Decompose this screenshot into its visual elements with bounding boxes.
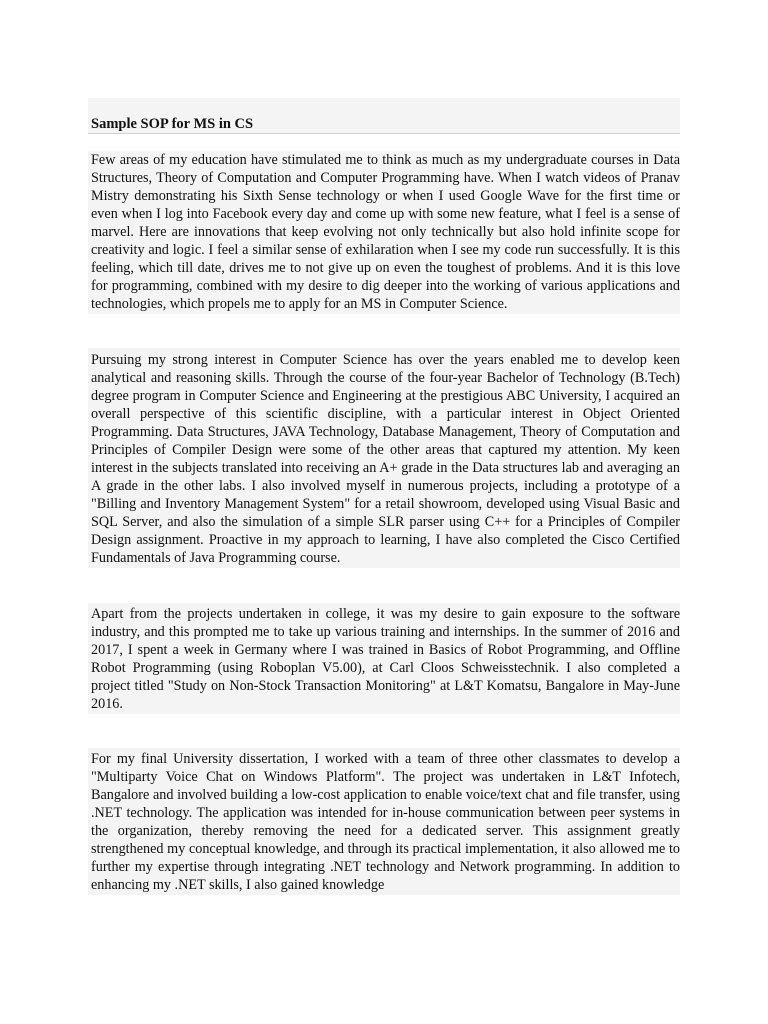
paragraph-1: Few areas of my education have stimulated me to think as much as my undergraduate courses in Data Structures, Theory of Computation and Computer Programming have. When I watch videos of Pranav Mistry demonstrating his Sixth Sense technology or when I used Google Wave for the first time or even when I log into Facebook every day and come up with some new feature, what I feel is a sense of marvel. Here are innovations that keep evolving not only technically but also hold infinite scope for creativity and logic. I feel a similar sense of exhilaration when I see my code run successfully. It is this feeling, which till date, drives me to not give up on even the toughest of problems. And it is this love for programming, combined with my desire to dig deeper into the working of various applications and technologies, which propels me to apply for an MS in Computer Science.: [88, 151, 680, 314]
document-title: Sample SOP for MS in CS: [91, 116, 254, 132]
title-block: [88, 98, 680, 134]
paragraph-4: For my final University dissertation, I worked with a team of three other classmates to develop a "Multiparty Voice Chat on Windows Platform". The project was undertaken in L&T Infotech, Bangalore and involved building a low-cost application to enable voice/text chat and file transfer, using .NET technology. The application was intended for in-house communication between peer systems in the organization, thereby removing the need for a dedicated server. This assignment greatly strengthened my conceptual knowledge, and through its practical implementation, it also allowed me to further my expertise through integrating .NET technology and Network programming. In addition to enhancing my .NET skills, I also gained knowledge: [88, 748, 680, 895]
paragraph-3: Apart from the projects undertaken in college, it was my desire to gain exposure to the software industry, and this prompted me to take up various training and internships. In the summer of 2016 and 2017, I spent a week in Germany where I was trained in Basics of Robot Programming, and Offline Robot Programming (using Roboplan V5.00), at Carl Cloos Schweisstechnik. I also completed a project titled "Study on Non-Stock Transaction Monitoring" at L&T Komatsu, Bangalore in May-June 2016.: [88, 603, 680, 714]
document-content: [88, 98, 680, 895]
paragraph-2: Pursuing my strong interest in Computer Science has over the years enabled me to develop keen analytical and reasoning skills. Through the course of the four-year Bachelor of Technology (B.Tech) degree program in Computer Science and Engineering at the prestigious ABC University, I acquired an overall perspective of this scientific discipline, with a particular interest in Object Oriented Programming. Data Structures, JAVA Technology, Database Management, Theory of Computation and Principles of Compiler Design were some of the other areas that captured my attention. My keen interest in the subjects translated into receiving an A+ grade in the Data structures lab and averaging an A grade in the other labs. I also involved myself in numerous projects, including a prototype of a "Billing and Inventory Management System" for a retail showroom, developed using Visual Basic and SQL Server, and also the simulation of a simple SLR parser using C++ for a Principles of Compiler Design assignment. Proactive in my approach to learning, I have also completed the Cisco Certified Fundamentals of Java Programming course.: [88, 348, 680, 568]
